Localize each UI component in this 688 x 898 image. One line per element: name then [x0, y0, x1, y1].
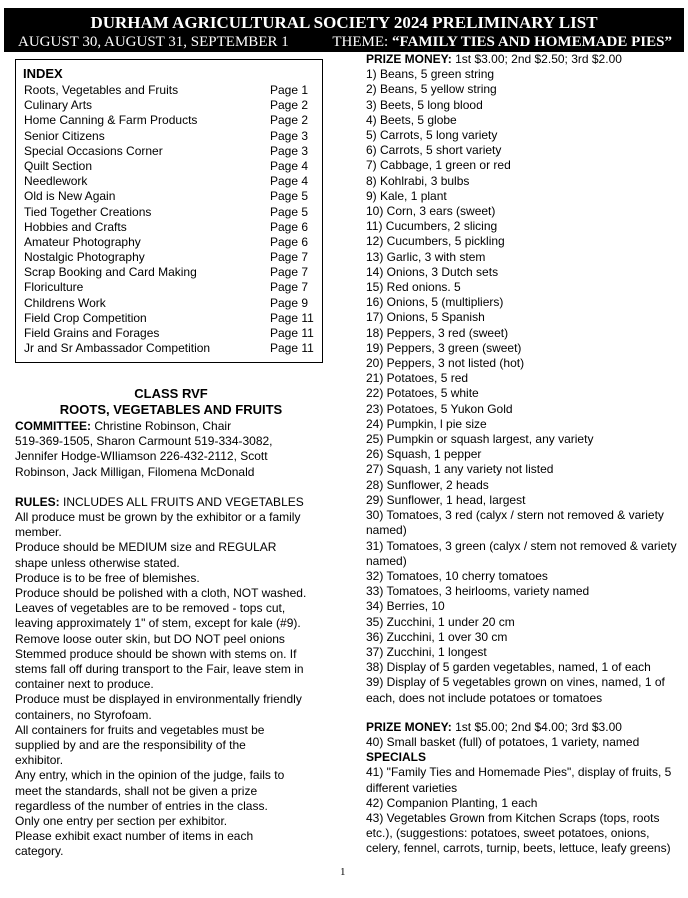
index-item-page: Page 3: [270, 143, 309, 158]
index-item-name: Hobbies and Crafts: [24, 219, 127, 234]
special-entry: 42) Companion Planting, 1 each: [366, 795, 538, 810]
entry-item: 29) Sunflower, 1 head, largest: [366, 492, 526, 507]
prize-money-line-2: [366, 720, 684, 735]
rule-line: Any entry, which in the opinion of the judge, fails to: [15, 768, 285, 783]
index-item: [24, 296, 320, 311]
entry-item: 28) Sunflower, 2 heads: [366, 477, 489, 492]
entry-item: 18) Peppers, 3 red (sweet): [366, 325, 509, 340]
index-item-name: Nostalgic Photography: [24, 250, 145, 265]
entry-item: 36) Zucchini, 1 over 30 cm: [366, 629, 508, 644]
index-item: [24, 83, 320, 98]
rule-line: supplied by and are the responsibility of the: [15, 738, 246, 753]
index-item-name: Tied Together Creations: [24, 204, 152, 219]
index-item-page: Page 6: [270, 234, 309, 249]
class-subtitle: ROOTS, VEGETABLES AND FRUITS: [59, 402, 283, 417]
rule-line: container next to produce.: [15, 677, 154, 692]
class-title: CLASS RVF: [134, 386, 208, 401]
committee-line: Jennifer Hodge-WIliamson 226-432-2112, Scott: [15, 449, 268, 464]
index-item: [24, 326, 320, 341]
entry-item: 31) Tomatoes, 3 green (calyx / stem not removed & variety named): [366, 538, 677, 568]
entry-item: 40) Small basket (full) of potatoes, 1 variety, named: [366, 734, 640, 749]
entry-item: 24) Pumpkin, l pie size: [366, 416, 487, 431]
index-item-page: Page 5: [270, 189, 309, 204]
index-item: [24, 311, 320, 326]
prize-money-line: [366, 52, 684, 67]
entry-item: 23) Potatoes, 5 Yukon Gold: [366, 401, 513, 416]
index-item-name: Special Occasions Corner: [24, 143, 163, 158]
index-item-page: Page 3: [270, 128, 309, 143]
entry-item: 16) Onions, 5 (multipliers): [366, 295, 504, 310]
entry-item: 8) Kohlrabi, 3 bulbs: [366, 173, 470, 188]
entry-item: 14) Onions, 3 Dutch sets: [366, 264, 499, 279]
index-item: [24, 220, 320, 235]
index-item-name: Needlework: [24, 174, 88, 189]
rule-line: category.: [15, 844, 64, 859]
index-item-page: Page 7: [270, 250, 309, 265]
entry-item: 9) Kale, 1 plant: [366, 188, 447, 203]
index-item: [24, 250, 320, 265]
rule-line: Stemmed produce should be shown with stems on. If: [15, 646, 297, 661]
entry-item: 34) Berries, 10: [366, 599, 445, 614]
index-item-page: Page 2: [270, 113, 309, 128]
index-item-name: Scrap Booking and Card Making: [24, 265, 197, 280]
index-item-name: Floriculture: [24, 280, 84, 295]
index-item-page: Page 7: [270, 265, 309, 280]
entry-item: 1) Beans, 5 green string: [366, 67, 495, 82]
entry-item: 3) Beets, 5 long blood: [366, 97, 483, 112]
entry-item: 22) Potatoes, 5 white: [366, 386, 479, 401]
rules-line: [15, 495, 327, 510]
prize-money-amounts-2: 1st $5.00; 2nd $4.00; 3rd $3.00: [451, 719, 622, 734]
prize-money-amounts: 1st $3.00; 2nd $2.50; 3rd $2.00: [451, 52, 622, 66]
index-item: [24, 341, 320, 356]
entry-item: 21) Potatoes, 5 red: [366, 371, 469, 386]
index-item-name: Amateur Photography: [24, 234, 141, 249]
rule-line: meet the standards, shall not be given a prize: [15, 783, 258, 798]
rule-line: exhibitor.: [15, 753, 64, 768]
index-item-page: Page 11: [270, 341, 314, 356]
index-item: [24, 113, 320, 128]
entry-item: 12) Cucumbers, 5 pickling: [366, 234, 505, 249]
rule-line: Leaves of vegetables are to be removed - tops cut,: [15, 601, 286, 616]
special-entry: 41) "Family Ties and Homemade Pies", display of fruits, 5 different varieties: [366, 765, 672, 795]
entry-item: 5) Carrots, 5 long variety: [366, 128, 498, 143]
index-item: [24, 174, 320, 189]
entry-item: 13) Garlic, 3 with stem: [366, 249, 486, 264]
entry-item: 2) Beans, 5 yellow string: [366, 82, 497, 97]
entry-item: 6) Carrots, 5 short variety: [366, 143, 502, 158]
entry-item: 11) Cucumbers, 2 slicing: [366, 219, 498, 234]
entry-item: 26) Squash, 1 pepper: [366, 447, 482, 462]
rule-line: Produce must be displayed in environmentally friendly: [15, 692, 302, 707]
rule-line: member.: [15, 525, 62, 540]
index-item-page: Page 4: [270, 158, 309, 173]
index-item: [24, 235, 320, 250]
index-item-name: Field Crop Competition: [24, 310, 147, 325]
rule-line: stems fall off during transport to the Fair, leave stem in: [15, 662, 304, 677]
index-item-page: Page 2: [270, 98, 309, 113]
entry-item: 32) Tomatoes, 10 cherry tomatoes: [366, 568, 548, 583]
rule-line: leaving approximately 1" of stem, except for kale (#9).: [15, 616, 301, 631]
index-item-name: Field Grains and Forages: [24, 326, 160, 340]
index-item-page: Page 1: [270, 83, 309, 97]
rule-line: regardless of the number of entries in the class.: [15, 798, 268, 813]
entry-item: 30) Tomatoes, 3 red (calyx / stern not removed & variety named): [366, 508, 664, 538]
entry-item: 17) Onions, 5 Spanish: [366, 310, 485, 325]
rule-line: Please exhibit exact number of items in each: [15, 829, 254, 844]
prize-money-label-2: PRIZE MONEY:: [366, 719, 452, 734]
index-title: INDEX: [23, 66, 63, 81]
rule-line: shape unless otherwise stated.: [15, 555, 180, 570]
entry-item: 7) Cabbage, 1 green or red: [366, 158, 511, 173]
entry-item: 19) Peppers, 3 green (sweet): [366, 340, 522, 355]
rule-line: Remove loose outer skin, but DO NOT peel onions: [15, 631, 285, 646]
document-title: DURHAM AGRICULTURAL SOCIETY 2024 PRELIMINARY LIST: [90, 13, 598, 32]
prize-money-label: PRIZE MONEY:: [366, 52, 452, 66]
theme-value: “FAMILY TIES AND HOMEMADE PIES”: [391, 34, 672, 50]
prize-entries-column: [366, 52, 684, 857]
rule-line: All containers for fruits and vegetables must be: [15, 722, 265, 737]
index-item: [24, 98, 320, 113]
index-item-page: Page 11: [270, 326, 314, 340]
index-item-page: Page 7: [270, 280, 309, 295]
index-item-name: Old is New Again: [24, 189, 116, 204]
index-item: [24, 280, 320, 295]
entry-list: [366, 67, 684, 706]
entry-item: 4) Beets, 5 globe: [366, 112, 457, 127]
rule-line: containers, no Styrofoam.: [15, 707, 152, 722]
index-item: [24, 265, 320, 280]
rule-line: Only one entry per section per exhibitor.: [15, 814, 228, 829]
index-item-page: Page 4: [270, 174, 309, 189]
index-item: [24, 205, 320, 220]
header-banner: [4, 8, 684, 52]
entry-item: 10) Corn, 3 ears (sweet): [366, 204, 496, 219]
specials-heading: SPECIALS: [366, 750, 427, 765]
index-list: [24, 83, 320, 356]
index-item-page: Page 9: [270, 295, 309, 310]
index-item-page: Page 6: [270, 219, 309, 234]
entry-item: 33) Tomatoes, 3 heirlooms, variety named: [366, 584, 590, 599]
entry-item: 39) Display of 5 vegetables grown on vines, named, 1 of each, does not include potatoes or tomatoes: [366, 675, 665, 705]
index-item-name: Home Canning & Farm Products: [24, 113, 198, 128]
page-number: 1: [340, 866, 346, 878]
committee-line: [15, 419, 327, 434]
rule-line: Produce should be MEDIUM size and REGULAR: [15, 540, 277, 555]
specials-list: [366, 765, 684, 856]
committee-block: [15, 419, 327, 480]
rule-line: Produce is to be free of blemishes.: [15, 570, 200, 585]
index-item-name: Culinary Arts: [24, 98, 93, 113]
index-box: [15, 59, 323, 363]
index-item-name: Childrens Work: [24, 295, 106, 310]
index-item-name: Quilt Section: [24, 158, 93, 173]
header-subline: [18, 33, 672, 51]
committee-text: Christine Robinson, Chair: [91, 419, 232, 433]
entry-item: 25) Pumpkin or squash largest, any variety: [366, 432, 594, 447]
theme-label: THEME:: [332, 34, 389, 50]
committee-line: Robinson, Jack Milligan, Filomena McDonald: [15, 464, 255, 479]
class-rvf-section: [15, 386, 327, 860]
entry-item: 35) Zucchini, 1 under 20 cm: [366, 614, 515, 629]
index-item: [24, 144, 320, 159]
fair-dates: AUGUST 30, AUGUST 31, SEPTEMBER 1: [18, 34, 289, 50]
index-item-page: Page 5: [270, 204, 309, 219]
index-item: [24, 129, 320, 144]
special-entry: 43) Vegetables Grown from Kitchen Scraps (tops, roots etc.), (suggestions: potatoes, sweet potatoes, onions, celery, fennel, carrots, turnip, beets, lettuce, leafy greens): [366, 810, 671, 856]
index-item-page: Page 11: [270, 310, 314, 325]
entry-item: 27) Squash, 1 any variety not listed: [366, 462, 554, 477]
index-item: [24, 189, 320, 204]
committee-label: COMMITTEE:: [15, 419, 91, 433]
index-item: [24, 159, 320, 174]
entry-item: 37) Zucchini, 1 longest: [366, 644, 487, 659]
index-item-name: Senior Citizens: [24, 128, 105, 143]
entry-item: 15) Red onions. 5: [366, 280, 461, 295]
committee-line: 519-369-1505, Sharon Carmount 519-334-3082,: [15, 434, 273, 449]
rule-line: All produce must be grown by the exhibitor or a family: [15, 510, 301, 525]
entry-item: 20) Peppers, 3 not listed (hot): [366, 356, 525, 371]
rules-text: INCLUDES ALL FRUITS AND VEGETABLES: [59, 494, 304, 509]
theme-line: [332, 33, 672, 51]
rule-line: Produce should be polished with a cloth, NOT washed.: [15, 586, 307, 601]
index-item-name: Roots, Vegetables and Fruits: [24, 83, 179, 97]
index-item-name: Jr and Sr Ambassador Competition: [24, 341, 211, 356]
rules-label: RULES:: [15, 494, 60, 509]
rules-block: [15, 495, 327, 860]
entry-item: 38) Display of 5 garden vegetables, named, 1 of each: [366, 660, 651, 675]
